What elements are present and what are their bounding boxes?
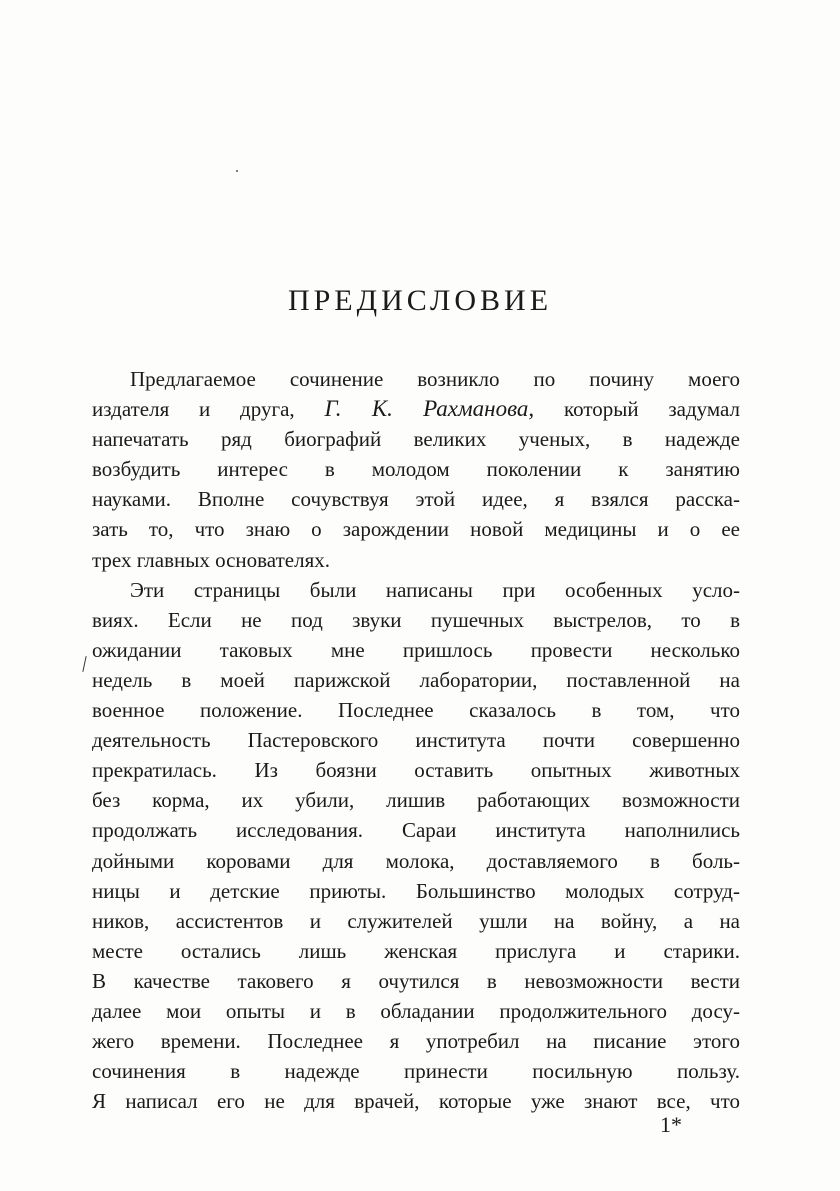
text-line	[92, 394, 740, 424]
text-line: дойными коровами для молока, доставляемого в боль-	[92, 848, 740, 873]
text-fragment: издателя и друга,	[92, 397, 295, 422]
text-line: сочинения в надежде принести посильную пользу.	[92, 1059, 740, 1084]
text-line: напечатать ряд биографий великих ученых, в надежде	[92, 427, 740, 452]
text-line: науками. Вполне сочувствуя этой идее, я взялся расска-	[92, 487, 740, 512]
text-line: Я написал его не для врачей, которые уже знают все, что	[92, 1089, 740, 1114]
text-line: продолжать исследования. Сараи института наполнились	[92, 818, 740, 843]
text-line: месте остались лишь женская прислуга и старики.	[92, 938, 740, 963]
text-line: ницы и детские приюты. Большинство молодых сотруд-	[92, 878, 740, 903]
text-line: далее мои опыты и в обладании продолжительного досу-	[92, 998, 740, 1023]
text-line: ников, ассистентов и служителей ушли на войну, а на	[92, 908, 740, 933]
text-fragment: который задумал	[563, 397, 740, 422]
publisher-name: Г. К. Рахманова,	[324, 396, 535, 422]
text-line: Эти страницы были написаны при особенных усло-	[130, 577, 740, 602]
page-number: 1*	[660, 1112, 682, 1137]
text-line: В качестве таковего я очутился в невозможности вести	[92, 968, 740, 993]
preface-body	[92, 364, 740, 1116]
page-title: ПРЕДИСЛОВИЕ	[287, 284, 553, 317]
text-line: военное положение. Последнее сказалось в том, что	[92, 698, 740, 723]
text-line: виях. Если не под звуки пушечных выстрелов, то в	[92, 607, 740, 632]
text-line: возбудить интерес в молодом поколении к занятию	[92, 457, 740, 482]
text-line: ожидании таковых мне пришлось провести несколько	[92, 637, 740, 662]
text-line: недель в моей парижской лаборатории, поставленной на	[92, 667, 740, 692]
text-line: без корма, их убили, лишив работающих возможности	[92, 788, 740, 813]
ink-speck	[236, 170, 238, 172]
text-line: жего времени. Последнее я употребил на писание этого	[92, 1029, 740, 1054]
text-line: прекратилась. Из боязни оставить опытных животных	[92, 758, 740, 783]
text-line: зать то, что знаю о зарождении новой медицины и о ее	[92, 517, 740, 542]
margin-mark	[82, 656, 86, 672]
text-line: Предлагаемое сочинение возникло по почину моего	[130, 367, 740, 391]
text-line: деятельность Пастеровского института почти совершенно	[92, 728, 740, 753]
text-line: трех главных основателях.	[92, 547, 330, 572]
